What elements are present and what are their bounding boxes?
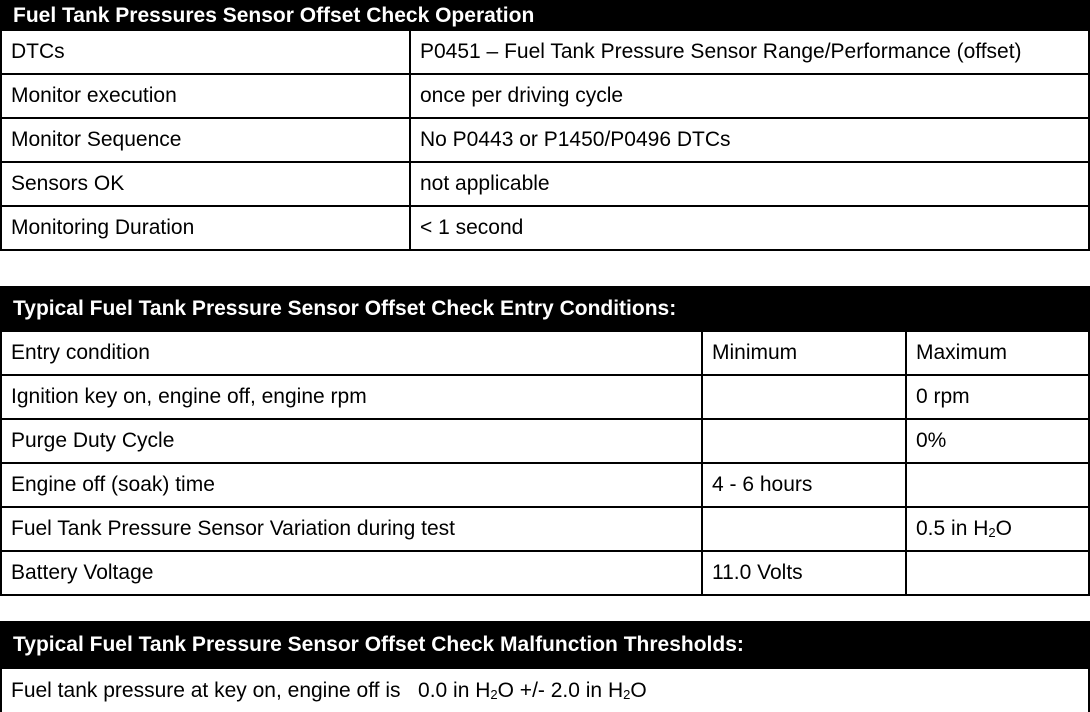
row-value: not applicable — [410, 162, 1089, 206]
maximum-cell — [906, 551, 1089, 595]
table-row — [1, 463, 1089, 507]
table-row — [1, 551, 1089, 595]
entry-conditions-title: Typical Fuel Tank Pressure Sensor Offset Check Entry Conditions: — [1, 287, 1089, 331]
header-row — [1, 331, 1089, 375]
row-value: once per driving cycle — [410, 74, 1089, 118]
row-label: Monitor Sequence — [1, 118, 410, 162]
thresholds-table — [0, 621, 1090, 712]
minimum-cell — [702, 375, 906, 419]
minimum-cell — [702, 507, 906, 551]
table-row — [1, 668, 1089, 712]
row-label: Monitor execution — [1, 74, 410, 118]
condition-cell: Battery Voltage — [1, 551, 702, 595]
condition-cell: Engine off (soak) time — [1, 463, 702, 507]
minimum-cell — [702, 419, 906, 463]
maximum-cell: 0.5 in $H_2O$ — [906, 507, 1089, 551]
table-row — [1, 375, 1089, 419]
entry-conditions-table — [0, 286, 1090, 596]
condition-cell: Ignition key on, engine off, engine rpm — [1, 375, 702, 419]
column-header-minimum: Minimum — [702, 331, 906, 375]
row-value: < 1 second — [410, 206, 1089, 250]
minimum-cell: 11.0 Volts — [702, 551, 906, 595]
row-value: No P0443 or P1450/P0496 DTCs — [410, 118, 1089, 162]
table-row — [1, 30, 1089, 74]
column-header-condition: Entry condition — [1, 331, 702, 375]
maximum-cell: 0 rpm — [906, 375, 1089, 419]
minimum-cell: 4 - 6 hours — [702, 463, 906, 507]
threshold-text: Fuel tank pressure at key on, engine off is 0.0 in $H_2O$ +/- 2.0 in $H_2O$ — [1, 668, 1089, 712]
operation-title: Fuel Tank Pressures Sensor Offset Check Operation — [1, 1, 1089, 30]
row-label: DTCs — [1, 30, 410, 74]
operation-table — [0, 0, 1090, 251]
row-label: Monitoring Duration — [1, 206, 410, 250]
condition-cell: Purge Duty Cycle — [1, 419, 702, 463]
maximum-cell: 0% — [906, 419, 1089, 463]
table-row — [1, 118, 1089, 162]
table-row — [1, 162, 1089, 206]
row-value: P0451 – Fuel Tank Pressure Sensor Range/Performance (offset) — [410, 30, 1089, 74]
row-label: Sensors OK — [1, 162, 410, 206]
table-row — [1, 419, 1089, 463]
maximum-cell — [906, 463, 1089, 507]
table-row — [1, 206, 1089, 250]
condition-cell: Fuel Tank Pressure Sensor Variation during test — [1, 507, 702, 551]
table-row — [1, 74, 1089, 118]
thresholds-title: Typical Fuel Tank Pressure Sensor Offset Check Malfunction Thresholds: — [1, 622, 1089, 668]
column-header-maximum: Maximum — [906, 331, 1089, 375]
table-row — [1, 507, 1089, 551]
